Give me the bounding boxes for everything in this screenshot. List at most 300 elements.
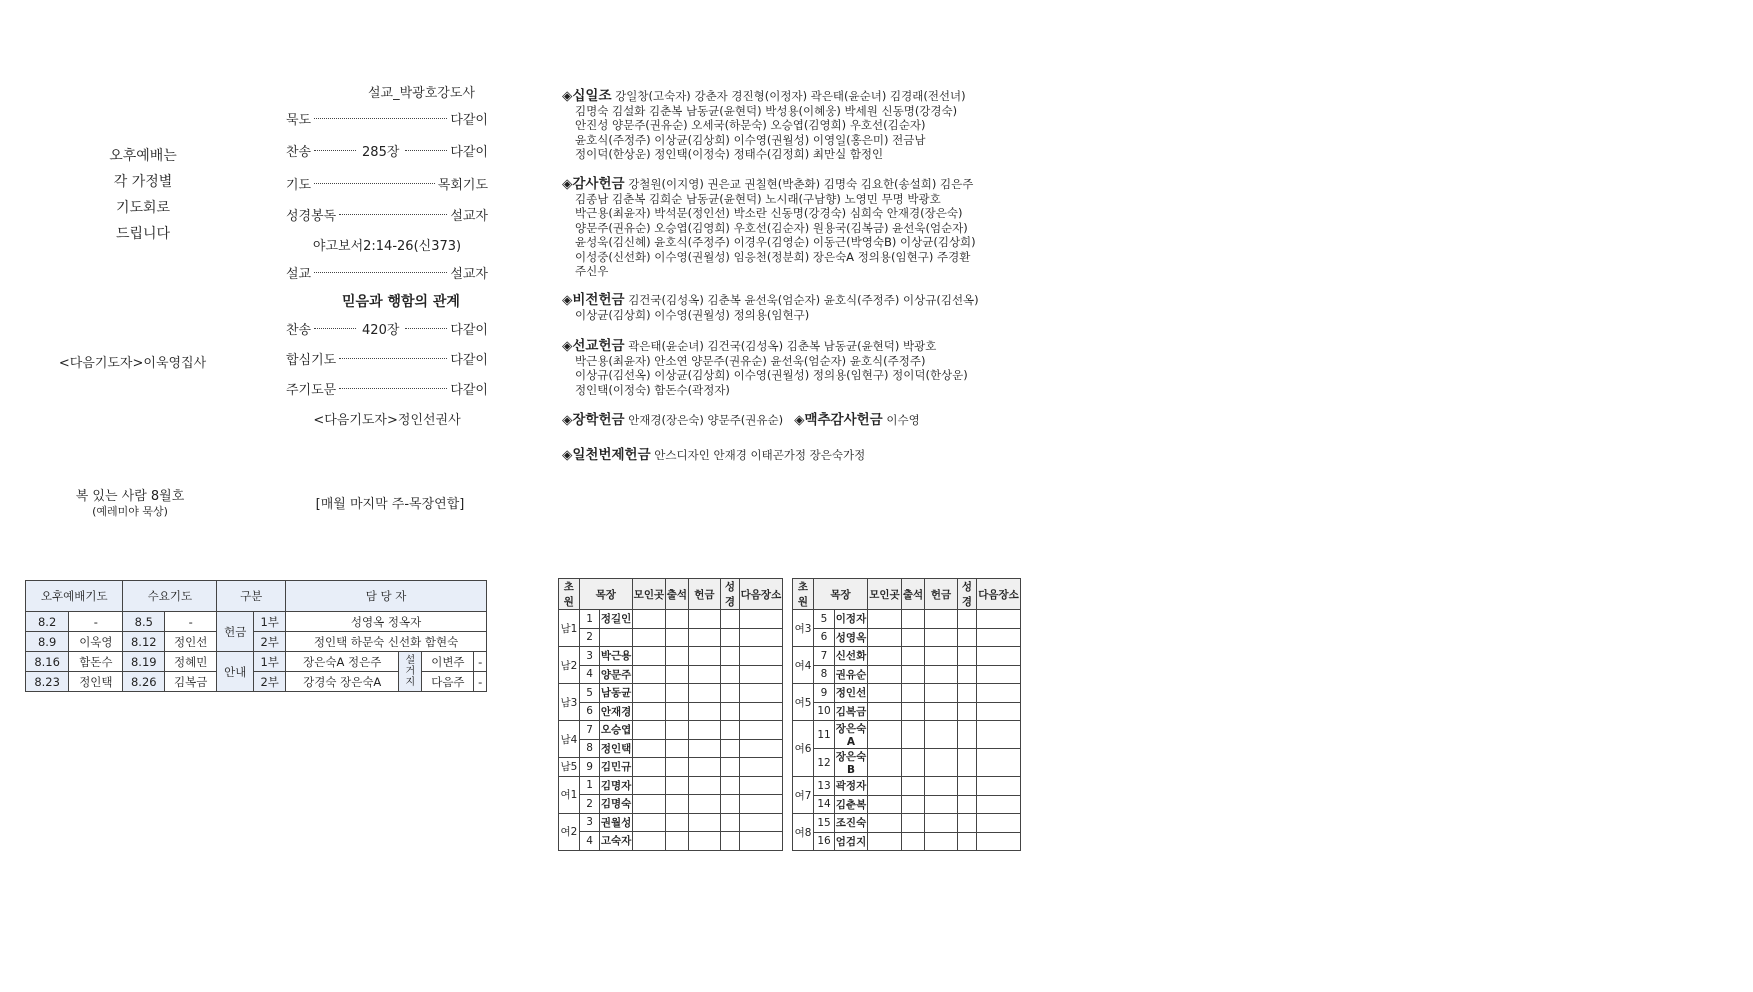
mission-section xyxy=(562,339,1032,397)
grid-group: 여7 xyxy=(793,777,814,814)
grid-cell[interactable] xyxy=(688,758,720,777)
grid-group: 남1 xyxy=(559,610,580,647)
grid-cell[interactable] xyxy=(958,647,977,666)
next-leader-left: <다음기도자>이욱영집사 xyxy=(58,356,207,371)
grid-group: 남2 xyxy=(559,647,580,684)
grid-row xyxy=(559,776,783,795)
grid-cell[interactable] xyxy=(739,758,782,777)
duty-person: 정인택 xyxy=(69,672,123,692)
grid-cell[interactable] xyxy=(977,749,1021,777)
order-label: 찬송 xyxy=(286,322,312,338)
grid-cell[interactable] xyxy=(688,721,720,740)
grid-cell[interactable] xyxy=(688,832,720,851)
grid-cell[interactable] xyxy=(958,832,977,851)
grid-leader: 남동균 xyxy=(600,684,632,703)
grid-number: 9 xyxy=(579,758,600,777)
grid-leader: 신선화 xyxy=(835,647,868,666)
grid-cell[interactable] xyxy=(925,749,958,777)
grid-cell[interactable] xyxy=(666,721,689,740)
grid-leader: 권월성 xyxy=(600,813,632,832)
grid-number: 2 xyxy=(579,628,600,647)
thanks-line: 주신우 xyxy=(575,264,609,278)
grid-cell[interactable] xyxy=(868,832,902,851)
grid-group: 여6 xyxy=(793,721,814,777)
grid-number: 4 xyxy=(579,832,600,851)
grid-row xyxy=(559,795,783,814)
grid-cell[interactable] xyxy=(977,777,1021,796)
grid-cell[interactable] xyxy=(688,702,720,721)
duty-part: 2부 xyxy=(254,672,286,692)
duty-header: 오후예배기도 xyxy=(26,581,123,612)
order-row xyxy=(286,174,488,192)
grid-number: 6 xyxy=(814,628,835,647)
grid-cell[interactable] xyxy=(925,628,958,647)
grid-cell[interactable] xyxy=(632,684,665,703)
order-row xyxy=(286,379,488,397)
grid-cell[interactable] xyxy=(739,795,782,814)
grid-cell[interactable] xyxy=(666,795,689,814)
thousand-section xyxy=(562,448,1032,463)
grid-leader xyxy=(600,628,632,647)
grid-row xyxy=(793,749,1021,777)
duty-part: 1부 xyxy=(254,652,286,672)
grid-number: 11 xyxy=(814,721,835,749)
duty-date: 8.26 xyxy=(123,672,165,692)
grid-cell[interactable] xyxy=(666,665,689,684)
grid-row xyxy=(793,702,1021,721)
order-right: 다같이 xyxy=(450,112,488,128)
tithe-line: 정이덕(한상운) 정인택(이정숙) 정태수(김정희) 최만실 함정인 xyxy=(575,147,884,161)
grid-header: 다음장소 xyxy=(739,579,782,610)
grid-cell[interactable] xyxy=(958,702,977,721)
grid-cell[interactable] xyxy=(925,702,958,721)
grid-cell[interactable] xyxy=(868,814,902,833)
duty-person: 정혜민 xyxy=(165,652,217,672)
grid-row xyxy=(559,813,783,832)
grid-cell[interactable] xyxy=(958,749,977,777)
grid-cell[interactable] xyxy=(868,777,902,796)
grid-cell[interactable] xyxy=(632,665,665,684)
grid-cell[interactable] xyxy=(632,647,665,666)
grid-number: 16 xyxy=(814,832,835,851)
barley-names: 이수영 xyxy=(886,413,920,427)
grid-cell[interactable] xyxy=(632,739,665,758)
grid-cell[interactable] xyxy=(977,647,1021,666)
grid-cell[interactable] xyxy=(688,610,720,629)
grid-cell[interactable] xyxy=(925,721,958,749)
grid-cell[interactable] xyxy=(688,684,720,703)
thanks-line: 강철원(이지영) 권은교 권칠현(박춘화) 김명숙 김요한(송설희) 김은주 xyxy=(628,177,974,191)
grid-header: 성경 xyxy=(721,579,740,610)
monthly-notice: [매월 마지막 주-목장연합] xyxy=(315,497,465,512)
mission-line: 정인택(이정숙) 함돈수(곽정자) xyxy=(575,382,730,397)
grid-cell[interactable] xyxy=(958,721,977,749)
grid-number: 4 xyxy=(579,665,600,684)
duty-date: 8.16 xyxy=(26,652,69,672)
duty-date: 8.19 xyxy=(123,652,165,672)
scripture: 야고보서2:14-26(신373) xyxy=(312,239,462,254)
grid-cell[interactable] xyxy=(902,665,925,684)
grid-cell[interactable] xyxy=(666,702,689,721)
grid-cell[interactable] xyxy=(739,647,782,666)
grid-cell[interactable] xyxy=(739,739,782,758)
grid-cell[interactable] xyxy=(721,665,740,684)
grid-number: 7 xyxy=(814,647,835,666)
grid-cell[interactable] xyxy=(977,702,1021,721)
grid-cell[interactable] xyxy=(902,795,925,814)
duty-person: - xyxy=(165,612,217,632)
duty-part: 2부 xyxy=(254,632,286,652)
grid-group: 여1 xyxy=(559,776,580,813)
duty-assignee: 성영옥 정옥자 xyxy=(286,612,487,632)
magazine-title: 복 있는 사람 8월호 xyxy=(75,489,185,504)
barley-title: ◈맥추감사헌금 xyxy=(794,412,883,428)
grid-leader: 권유순 xyxy=(835,665,868,684)
grid-number: 5 xyxy=(814,610,835,629)
grid-cell[interactable] xyxy=(739,702,782,721)
grid-cell[interactable] xyxy=(868,749,902,777)
grid-cell[interactable] xyxy=(632,832,665,851)
grid-cell[interactable] xyxy=(977,721,1021,749)
duty-person: 정인선 xyxy=(165,632,217,652)
order-mid: 285장 xyxy=(362,144,400,160)
order-label: 주기도문 xyxy=(286,382,337,398)
grid-cell[interactable] xyxy=(666,758,689,777)
grid-number: 5 xyxy=(579,684,600,703)
order-right: 설교자 xyxy=(450,208,488,224)
notice-line: 오후예배는 xyxy=(109,148,177,164)
order-label: 기도 xyxy=(286,177,312,193)
duty-table xyxy=(25,580,487,692)
scholar-names: 안재경(장은숙) 양문주(권유순) xyxy=(628,413,784,427)
grid-cell[interactable] xyxy=(666,813,689,832)
grid-row xyxy=(793,628,1021,647)
grid-cell[interactable] xyxy=(666,647,689,666)
grid-cell[interactable] xyxy=(958,684,977,703)
tithe-line: 강일창(고숙자) 강춘자 경진형(이정자) 곽은태(윤순녀) 김경래(전선녀) xyxy=(615,89,966,103)
grid-cell[interactable] xyxy=(632,758,665,777)
cleanup-assignee: 이변주 xyxy=(422,652,474,672)
grid-cell[interactable] xyxy=(666,610,689,629)
vision-line: 김건국(김성옥) 김춘복 윤선욱(엄순자) 윤호식(주정주) 이상규(김선옥) xyxy=(628,293,979,307)
grid-row xyxy=(793,647,1021,666)
order-right: 다같이 xyxy=(450,382,488,398)
order-label: 성경봉독 xyxy=(286,208,337,224)
grid-cell[interactable] xyxy=(739,721,782,740)
grid-row xyxy=(559,832,783,851)
grid-leader: 오승엽 xyxy=(600,721,632,740)
grid-cell[interactable] xyxy=(868,647,902,666)
grid-number: 14 xyxy=(814,795,835,814)
grid-cell[interactable] xyxy=(721,795,740,814)
grid-cell[interactable] xyxy=(721,813,740,832)
grid-cell[interactable] xyxy=(868,702,902,721)
grid-cell[interactable] xyxy=(632,776,665,795)
grid-cell[interactable] xyxy=(902,628,925,647)
grid-cell[interactable] xyxy=(688,739,720,758)
grid-leader: 성영옥 xyxy=(835,628,868,647)
grid-header: 출석 xyxy=(902,579,925,610)
group-table-right xyxy=(792,578,1021,851)
grid-cell[interactable] xyxy=(958,610,977,629)
grid-leader: 장은숙B xyxy=(835,749,868,777)
grid-cell[interactable] xyxy=(739,628,782,647)
grid-cell[interactable] xyxy=(868,795,902,814)
grid-cell[interactable] xyxy=(739,610,782,629)
grid-row xyxy=(559,647,783,666)
grid-group: 여8 xyxy=(793,814,814,851)
duty-part: 1부 xyxy=(254,612,286,632)
grid-cell[interactable] xyxy=(739,684,782,703)
grid-cell[interactable] xyxy=(632,795,665,814)
grid-cell[interactable] xyxy=(977,665,1021,684)
mission-line: 곽은태(윤순녀) 김건국(김성옥) 김춘복 남동균(윤현덕) 박광호 xyxy=(628,339,937,353)
grid-cell[interactable] xyxy=(977,832,1021,851)
grid-cell[interactable] xyxy=(925,832,958,851)
grid-leader: 양문주 xyxy=(600,665,632,684)
mission-line: 박근용(최윤자) 안소연 양문주(권유순) 윤선욱(엄순자) 윤호식(주정주) xyxy=(575,353,926,368)
grid-cell[interactable] xyxy=(721,702,740,721)
order-right: 다같이 xyxy=(450,352,488,368)
grid-cell[interactable] xyxy=(721,776,740,795)
grid-cell[interactable] xyxy=(958,777,977,796)
grid-number: 1 xyxy=(579,776,600,795)
grid-number: 6 xyxy=(579,702,600,721)
grid-group: 남3 xyxy=(559,684,580,721)
grid-row xyxy=(793,814,1021,833)
grid-row xyxy=(793,684,1021,703)
duty-assignee: 강경숙 장은숙A xyxy=(286,672,399,692)
grid-cell[interactable] xyxy=(632,721,665,740)
grid-cell[interactable] xyxy=(632,702,665,721)
grid-group: 여3 xyxy=(793,610,814,647)
grid-cell[interactable] xyxy=(902,610,925,629)
duty-date: 8.12 xyxy=(123,632,165,652)
duty-date: 8.23 xyxy=(26,672,69,692)
grid-cell[interactable] xyxy=(925,795,958,814)
grid-cell[interactable] xyxy=(868,628,902,647)
grid-cell[interactable] xyxy=(958,665,977,684)
grid-group: 여4 xyxy=(793,647,814,684)
grid-cell[interactable] xyxy=(868,665,902,684)
mission-line: 이상규(김선옥) 이상균(김상희) 이수영(권월성) 정의용(임현구) 정이덕(한상운) xyxy=(575,368,968,382)
grid-cell[interactable] xyxy=(721,610,740,629)
grid-cell[interactable] xyxy=(739,832,782,851)
grid-cell[interactable] xyxy=(721,628,740,647)
grid-cell[interactable] xyxy=(925,684,958,703)
tithe-line: 김명숙 김설화 김춘복 남동균(윤현덕) 박성용(이혜웅) 박세원 신동명(강경숙) xyxy=(575,103,958,118)
duty-header: 수요기도 xyxy=(123,581,217,612)
grid-number: 8 xyxy=(579,739,600,758)
vision-line: 이상균(김상희) 이수영(권월성) 정의용(임현구) xyxy=(575,307,810,322)
grid-cell[interactable] xyxy=(688,665,720,684)
grid-number: 15 xyxy=(814,814,835,833)
duty-assignee: 정인택 하문숙 신선화 함현숙 xyxy=(286,632,487,652)
grid-cell[interactable] xyxy=(666,628,689,647)
grid-row xyxy=(559,721,783,740)
grid-number: 3 xyxy=(579,647,600,666)
grid-cell[interactable] xyxy=(902,702,925,721)
order-label: 묵도 xyxy=(286,112,312,128)
order-row xyxy=(286,263,488,281)
grid-row xyxy=(793,832,1021,851)
grid-cell[interactable] xyxy=(902,832,925,851)
grid-leader: 곽정자 xyxy=(835,777,868,796)
grid-cell[interactable] xyxy=(868,684,902,703)
grid-row xyxy=(793,777,1021,796)
grid-cell[interactable] xyxy=(958,795,977,814)
grid-cell[interactable] xyxy=(902,749,925,777)
grid-cell[interactable] xyxy=(925,777,958,796)
grid-header: 헌금 xyxy=(925,579,958,610)
grid-cell[interactable] xyxy=(688,813,720,832)
cleanup-extra: - xyxy=(474,652,487,672)
thanks-line: 이성중(신선화) 이수영(권월성) 임응천(정분희) 장은숙A 정의용(임현구) 주경환 xyxy=(575,249,971,264)
grid-group: 남5 xyxy=(559,758,580,777)
grid-cell[interactable] xyxy=(868,610,902,629)
grid-cell[interactable] xyxy=(925,814,958,833)
grid-number: 9 xyxy=(814,684,835,703)
notice-line: 드립니다 xyxy=(115,226,171,242)
grid-cell[interactable] xyxy=(925,647,958,666)
grid-row xyxy=(559,702,783,721)
grid-cell[interactable] xyxy=(739,665,782,684)
vision-section xyxy=(562,293,1032,322)
order-mid: 420장 xyxy=(362,322,400,338)
grid-cell[interactable] xyxy=(902,814,925,833)
thousand-names: 안스디자인 안재경 이태곤가정 장은숙가정 xyxy=(654,448,866,462)
grid-cell[interactable] xyxy=(739,813,782,832)
grid-cell[interactable] xyxy=(902,721,925,749)
grid-leader: 김복금 xyxy=(835,702,868,721)
thousand-title: ◈일천번제헌금 xyxy=(562,447,651,463)
grid-cell[interactable] xyxy=(721,758,740,777)
grid-cell[interactable] xyxy=(688,776,720,795)
thanks-section xyxy=(562,177,1032,279)
vision-title: ◈비전헌금 xyxy=(562,292,625,308)
grid-leader: 김명숙 xyxy=(600,795,632,814)
duty-date: 8.5 xyxy=(123,612,165,632)
order-right: 다같이 xyxy=(450,322,488,338)
grid-cell[interactable] xyxy=(958,628,977,647)
grid-cell[interactable] xyxy=(958,814,977,833)
grid-cell[interactable] xyxy=(688,628,720,647)
grid-row xyxy=(793,795,1021,814)
tithe-line: 윤호식(주정주) 이상균(김상희) 이수영(권월성) 이영일(홍은미) 전금남 xyxy=(575,132,926,147)
grid-cell[interactable] xyxy=(977,814,1021,833)
cleanup-label: 설거지 xyxy=(399,652,422,692)
grid-cell[interactable] xyxy=(721,739,740,758)
grid-cell[interactable] xyxy=(977,628,1021,647)
grid-cell[interactable] xyxy=(925,610,958,629)
grid-cell[interactable] xyxy=(902,684,925,703)
grid-cell[interactable] xyxy=(666,832,689,851)
grid-leader: 김명자 xyxy=(600,776,632,795)
grid-cell[interactable] xyxy=(721,647,740,666)
grid-cell[interactable] xyxy=(868,721,902,749)
order-row xyxy=(286,109,488,127)
order-row xyxy=(286,349,488,367)
duty-person: 함돈수 xyxy=(69,652,123,672)
grid-cell[interactable] xyxy=(902,647,925,666)
grid-header: 모인곳 xyxy=(632,579,665,610)
sermon-title: 믿음과 행함의 관계 xyxy=(342,294,460,310)
duty-date: 8.2 xyxy=(26,612,69,632)
cleanup-assignee: 다음주 xyxy=(422,672,474,692)
mission-title: ◈선교헌금 xyxy=(562,338,625,354)
thanks-line: 윤성욱(김신혜) 윤호식(주정주) 이경우(김영순) 이동근(박영숙B) 이상균(김상희) xyxy=(575,235,976,249)
grid-leader: 정길인 xyxy=(600,610,632,629)
grid-cell[interactable] xyxy=(632,813,665,832)
order-right: 다같이 xyxy=(450,144,488,160)
grid-row xyxy=(793,665,1021,684)
duty-date: 8.9 xyxy=(26,632,69,652)
grid-cell[interactable] xyxy=(666,739,689,758)
grid-cell[interactable] xyxy=(925,665,958,684)
grid-cell[interactable] xyxy=(632,628,665,647)
grid-row xyxy=(559,684,783,703)
grid-leader: 정인선 xyxy=(835,684,868,703)
grid-cell[interactable] xyxy=(721,721,740,740)
grid-number: 10 xyxy=(814,702,835,721)
grid-cell[interactable] xyxy=(721,832,740,851)
grid-cell[interactable] xyxy=(666,776,689,795)
grid-header: 출석 xyxy=(666,579,689,610)
duty-category: 안내 xyxy=(217,652,254,692)
grid-cell[interactable] xyxy=(902,777,925,796)
grid-cell[interactable] xyxy=(977,684,1021,703)
grid-number: 8 xyxy=(814,665,835,684)
afternoon-notice xyxy=(58,143,228,247)
grid-header: 초원 xyxy=(793,579,814,610)
grid-cell[interactable] xyxy=(977,610,1021,629)
grid-row xyxy=(559,628,783,647)
duty-person: 이욱영 xyxy=(69,632,123,652)
order-row xyxy=(286,141,488,159)
notice-line: 각 가정별 xyxy=(113,174,173,190)
grid-header: 성경 xyxy=(958,579,977,610)
order-label: 설교 xyxy=(286,266,312,282)
grid-cell[interactable] xyxy=(666,684,689,703)
thanks-line: 김종남 김춘복 김희순 남동균(윤현덕) 노시래(구남향) 노영민 무명 박광호 xyxy=(575,191,941,206)
grid-cell[interactable] xyxy=(688,795,720,814)
grid-cell[interactable] xyxy=(739,776,782,795)
magazine-subtitle: (예레미야 묵상) xyxy=(92,505,168,518)
grid-row xyxy=(793,610,1021,629)
grid-header: 목장 xyxy=(579,579,632,610)
group-table-left xyxy=(558,578,783,851)
sermon-header: 설교_박광호강도사 xyxy=(368,86,475,101)
grid-cell[interactable] xyxy=(632,610,665,629)
grid-row xyxy=(793,721,1021,749)
notice-line: 기도회로 xyxy=(115,200,171,216)
duty-person: - xyxy=(69,612,123,632)
duty-header: 담 당 자 xyxy=(286,581,487,612)
grid-row xyxy=(559,665,783,684)
thanks-title: ◈감사헌금 xyxy=(562,176,625,192)
next-leader-right: <다음기도자>정인선권사 xyxy=(313,413,461,428)
thanks-line: 박근용(최윤자) 박석문(정인선) 박소란 신동명(강경숙) 심희숙 안재경(장은숙) xyxy=(575,206,963,220)
grid-leader: 박근용 xyxy=(600,647,632,666)
grid-cell[interactable] xyxy=(977,795,1021,814)
grid-cell[interactable] xyxy=(721,684,740,703)
order-row xyxy=(286,319,488,337)
tithe-title: ◈십일조 xyxy=(562,88,612,104)
grid-leader: 장은숙A xyxy=(835,721,868,749)
tithe-section xyxy=(562,89,1022,162)
grid-cell[interactable] xyxy=(688,647,720,666)
duty-header: 구분 xyxy=(217,581,286,612)
